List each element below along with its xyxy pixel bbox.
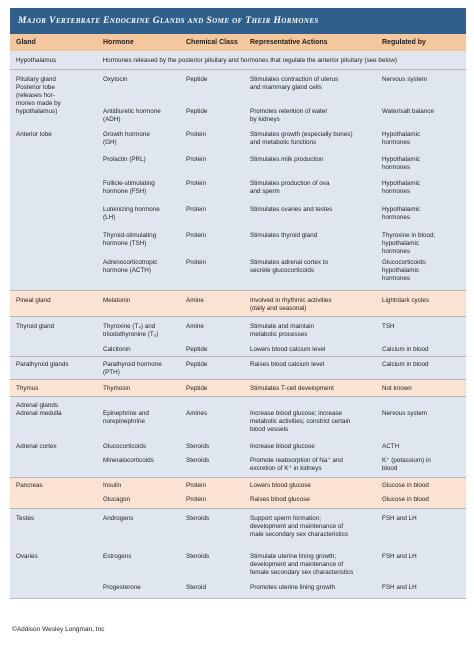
action-cell: Stimulate and maintain metabolic processes bbox=[250, 323, 315, 338]
copyright-footer: ©Addison Wesley Longman, Inc bbox=[12, 626, 105, 633]
regulated-by-cell: Calcium in blood bbox=[382, 361, 429, 368]
table-row bbox=[10, 104, 466, 127]
action-cell: Raises blood calcium level bbox=[250, 361, 325, 368]
action-cell: Stimulates thyroid gland bbox=[250, 232, 318, 239]
table-body bbox=[10, 51, 466, 599]
hormone-cell: Parathyroid hormone (PTH) bbox=[103, 361, 162, 376]
table-row bbox=[10, 380, 466, 397]
regulated-by-cell: FSH and LH bbox=[382, 584, 417, 591]
gland-cell: Ovaries bbox=[16, 553, 38, 560]
action-cell: Promotes uterine lining growth bbox=[250, 584, 336, 591]
action-cell: Stimulate uterine lining growth; development and maintenance of female secondary sex characteristics bbox=[250, 553, 354, 576]
gland-cell bbox=[10, 108, 101, 127]
hormone-cell: Antidiuretic hormone (ADH) bbox=[103, 108, 161, 123]
table-row bbox=[10, 202, 466, 228]
chemical-class-cell: Protein bbox=[186, 131, 206, 138]
action-cell: Stimulates contraction of uterus and mammary gland cells bbox=[250, 76, 339, 91]
table-row bbox=[10, 291, 466, 317]
header-row bbox=[10, 34, 466, 51]
table-row bbox=[10, 357, 466, 380]
regulated-by-cell: TSH bbox=[382, 323, 395, 330]
chemical-class-cell: Amines bbox=[186, 410, 207, 417]
chemical-class-cell: Protein bbox=[186, 496, 206, 503]
regulated-by-cell: Glucocorticoids; hypothalamic hormones bbox=[382, 259, 427, 282]
gland-cell bbox=[10, 346, 101, 356]
chemical-class-cell: Amine bbox=[186, 297, 204, 304]
gland-cell bbox=[10, 584, 101, 598]
hypothalamus-note: Hormones released by the posterior pituitary and hormones that regulate the anterior pituitary (see below) bbox=[102, 57, 397, 64]
chemical-class-cell: Steroid bbox=[186, 584, 206, 591]
hormone-cell: Oxytocin bbox=[103, 76, 128, 83]
gland-cell: Anterior lobe bbox=[16, 131, 52, 138]
regulated-by-cell: Hypothalamic hormones bbox=[382, 180, 421, 195]
chemical-class-cell: Protein bbox=[186, 259, 206, 266]
hormone-cell: Melatonin bbox=[103, 297, 131, 304]
regulated-by-cell: Hypothalamic hormones bbox=[382, 131, 421, 146]
action-cell: Increase blood glucose bbox=[250, 443, 315, 450]
gland-cell bbox=[10, 156, 101, 176]
action-cell: Involved in rhythmic activities (daily and seasonal) bbox=[250, 297, 332, 312]
hormone-cell: Estrogens bbox=[103, 553, 132, 560]
column-header-chemical-class: Chemical Class bbox=[186, 39, 238, 46]
action-cell: Stimulates milk production bbox=[250, 156, 324, 163]
chemical-class-cell: Peptide bbox=[186, 76, 208, 83]
regulated-by-cell: FSH and LH bbox=[382, 553, 417, 560]
column-header-gland: Gland bbox=[16, 39, 36, 46]
table-row bbox=[10, 127, 466, 152]
regulated-by-cell: Thyroxine in blood; hypothalamic hormones bbox=[382, 232, 436, 255]
hormone-cell: Thymosin bbox=[103, 385, 131, 392]
action-cell: Raises blood glucose bbox=[250, 496, 310, 503]
chemical-class-cell: Protein bbox=[186, 206, 206, 213]
column-header-regulated-by: Regulated by bbox=[382, 39, 426, 46]
table-row bbox=[10, 581, 466, 599]
action-cell: Lowers blood glucose bbox=[250, 482, 311, 489]
action-cell: Stimulates production of ova and sperm bbox=[250, 180, 330, 195]
hormone-table bbox=[10, 8, 466, 599]
chemical-class-cell: Peptide bbox=[186, 385, 208, 392]
action-cell: Promotes retention of water by kidneys bbox=[250, 108, 328, 123]
chemical-class-cell: Peptide bbox=[186, 361, 208, 368]
table-row bbox=[10, 255, 466, 291]
gland-cell bbox=[10, 496, 101, 508]
chemical-class-cell: Protein bbox=[186, 180, 206, 187]
hormone-cell: Calcitonin bbox=[103, 346, 131, 353]
gland-cell bbox=[10, 259, 101, 290]
gland-cell bbox=[10, 206, 101, 228]
table-title: Major Vertebrate Endocrine Glands and Some of Their Hormones bbox=[10, 8, 466, 34]
gland-cell: Pancreas bbox=[16, 482, 43, 489]
gland-cell: Adrenal cortex bbox=[16, 443, 57, 450]
column-header-representative-actions: Representative Actions bbox=[250, 39, 328, 46]
action-cell: Support sperm formation; development and maintenance of male secondary sex characteristics bbox=[250, 515, 348, 538]
hormone-cell: Growth hormone (GH) bbox=[103, 131, 150, 146]
chemical-class-cell: Steroids bbox=[186, 443, 210, 450]
regulated-by-cell: Glucose in blood bbox=[382, 496, 429, 503]
table-row bbox=[10, 228, 466, 255]
action-cell: Lowers blood calcium level bbox=[250, 346, 326, 353]
gland-cell: Thyroid gland bbox=[16, 323, 55, 330]
gland-cell: Pineal gland bbox=[16, 297, 51, 304]
hormone-cell: Glucagon bbox=[103, 496, 130, 503]
regulated-by-cell: FSH and LH bbox=[382, 515, 417, 522]
action-cell: Stimulates adrenal cortex to secrete glucocorticoids bbox=[250, 259, 329, 274]
regulated-by-cell: Calcium in blood bbox=[382, 346, 429, 353]
table-row bbox=[10, 454, 466, 478]
chemical-class-cell: Steroids bbox=[186, 515, 210, 522]
regulated-by-cell: Hypothalamic hormones bbox=[382, 156, 421, 171]
chemical-class-cell: Steroids bbox=[186, 553, 210, 560]
hormone-cell: Luteinizing hormone (LH) bbox=[103, 206, 160, 221]
gland-cell bbox=[10, 180, 101, 202]
hormone-cell: Prolactin (PRL) bbox=[103, 156, 146, 163]
action-cell: Increase blood glucose; increase metabolic activities; constrict certain blood vessels bbox=[250, 410, 351, 433]
table-row bbox=[10, 548, 466, 581]
table-row bbox=[10, 493, 466, 509]
table-row bbox=[10, 509, 466, 548]
regulated-by-cell: Not known bbox=[382, 385, 412, 392]
hormone-cell: Follicle-stimulating hormone (FSH) bbox=[103, 180, 155, 195]
action-cell: Promote reabsorption of Na⁺ and excretion of K⁺ in kidneys bbox=[250, 457, 343, 472]
gland-cell: Testes bbox=[16, 515, 35, 522]
regulated-by-cell: K⁺ (potassium) in blood bbox=[382, 457, 431, 472]
chemical-class-cell: Steroids bbox=[186, 457, 210, 464]
gland-cell: Pituitary gland Posterior lobe (releases hor- mones made by hypothalamus) bbox=[16, 76, 61, 115]
chemical-class-cell: Peptide bbox=[186, 108, 208, 115]
regulated-by-cell: Hypothalamic hormones bbox=[382, 206, 421, 221]
table-row bbox=[10, 317, 466, 343]
table-row bbox=[10, 343, 466, 357]
chemical-class-cell: Peptide bbox=[186, 346, 208, 353]
hormone-cell: Epinephrine and norepinephrine bbox=[103, 410, 149, 425]
hormone-cell: Androgens bbox=[103, 515, 134, 522]
regulated-by-cell: Water/salt balance bbox=[382, 108, 434, 115]
gland-cell bbox=[10, 457, 101, 477]
gland-cell: Adrenal glands Adrenal medulla bbox=[16, 402, 62, 417]
hormone-cell: Thyroxine (T₄) and triiodothyronine (T₃) bbox=[103, 323, 159, 338]
chemical-class-cell: Protein bbox=[186, 482, 206, 489]
gland-cell: Hypothalamus bbox=[16, 57, 57, 64]
regulated-by-cell: Nervous system bbox=[382, 410, 428, 417]
column-header-hormone: Hormone bbox=[103, 39, 134, 46]
table-row bbox=[10, 478, 466, 493]
regulated-by-cell: ACTH bbox=[382, 443, 400, 450]
hormone-cell: Insulin bbox=[103, 482, 122, 489]
chemical-class-cell: Amine bbox=[186, 323, 204, 330]
hormone-cell: Glucocorticoids bbox=[103, 443, 147, 450]
hormone-cell: Adrenocorticotropic hormone (ACTH) bbox=[103, 259, 158, 274]
action-cell: Stimulates ovaries and testes bbox=[250, 206, 333, 213]
table-row bbox=[10, 176, 466, 202]
action-cell: Stimulates growth (especially bones) and metabolic functions bbox=[250, 131, 353, 146]
regulated-by-cell: Light/dark cycles bbox=[382, 297, 429, 304]
chemical-class-cell: Protein bbox=[186, 156, 206, 163]
table-row bbox=[10, 440, 466, 454]
hormone-cell: Progesterone bbox=[103, 584, 141, 591]
action-cell: Stimulates T-cell development bbox=[250, 385, 334, 392]
table-rows bbox=[10, 70, 466, 599]
gland-cell bbox=[10, 232, 101, 255]
table-row bbox=[10, 152, 466, 176]
gland-cell: Thymus bbox=[16, 385, 39, 392]
chemical-class-cell: Protein bbox=[186, 232, 206, 239]
table-row bbox=[10, 397, 466, 440]
gland-cell: Parathyroid glands bbox=[16, 361, 69, 368]
hormone-cell: Thyroid-stimulating hormone (TSH) bbox=[103, 232, 157, 247]
regulated-by-cell: Glucose in blood bbox=[382, 482, 429, 489]
hormone-cell: Mineralocorticoids bbox=[103, 457, 154, 464]
regulated-by-cell: Nervous system bbox=[382, 76, 428, 83]
table-row-hypothalamus bbox=[10, 51, 466, 70]
